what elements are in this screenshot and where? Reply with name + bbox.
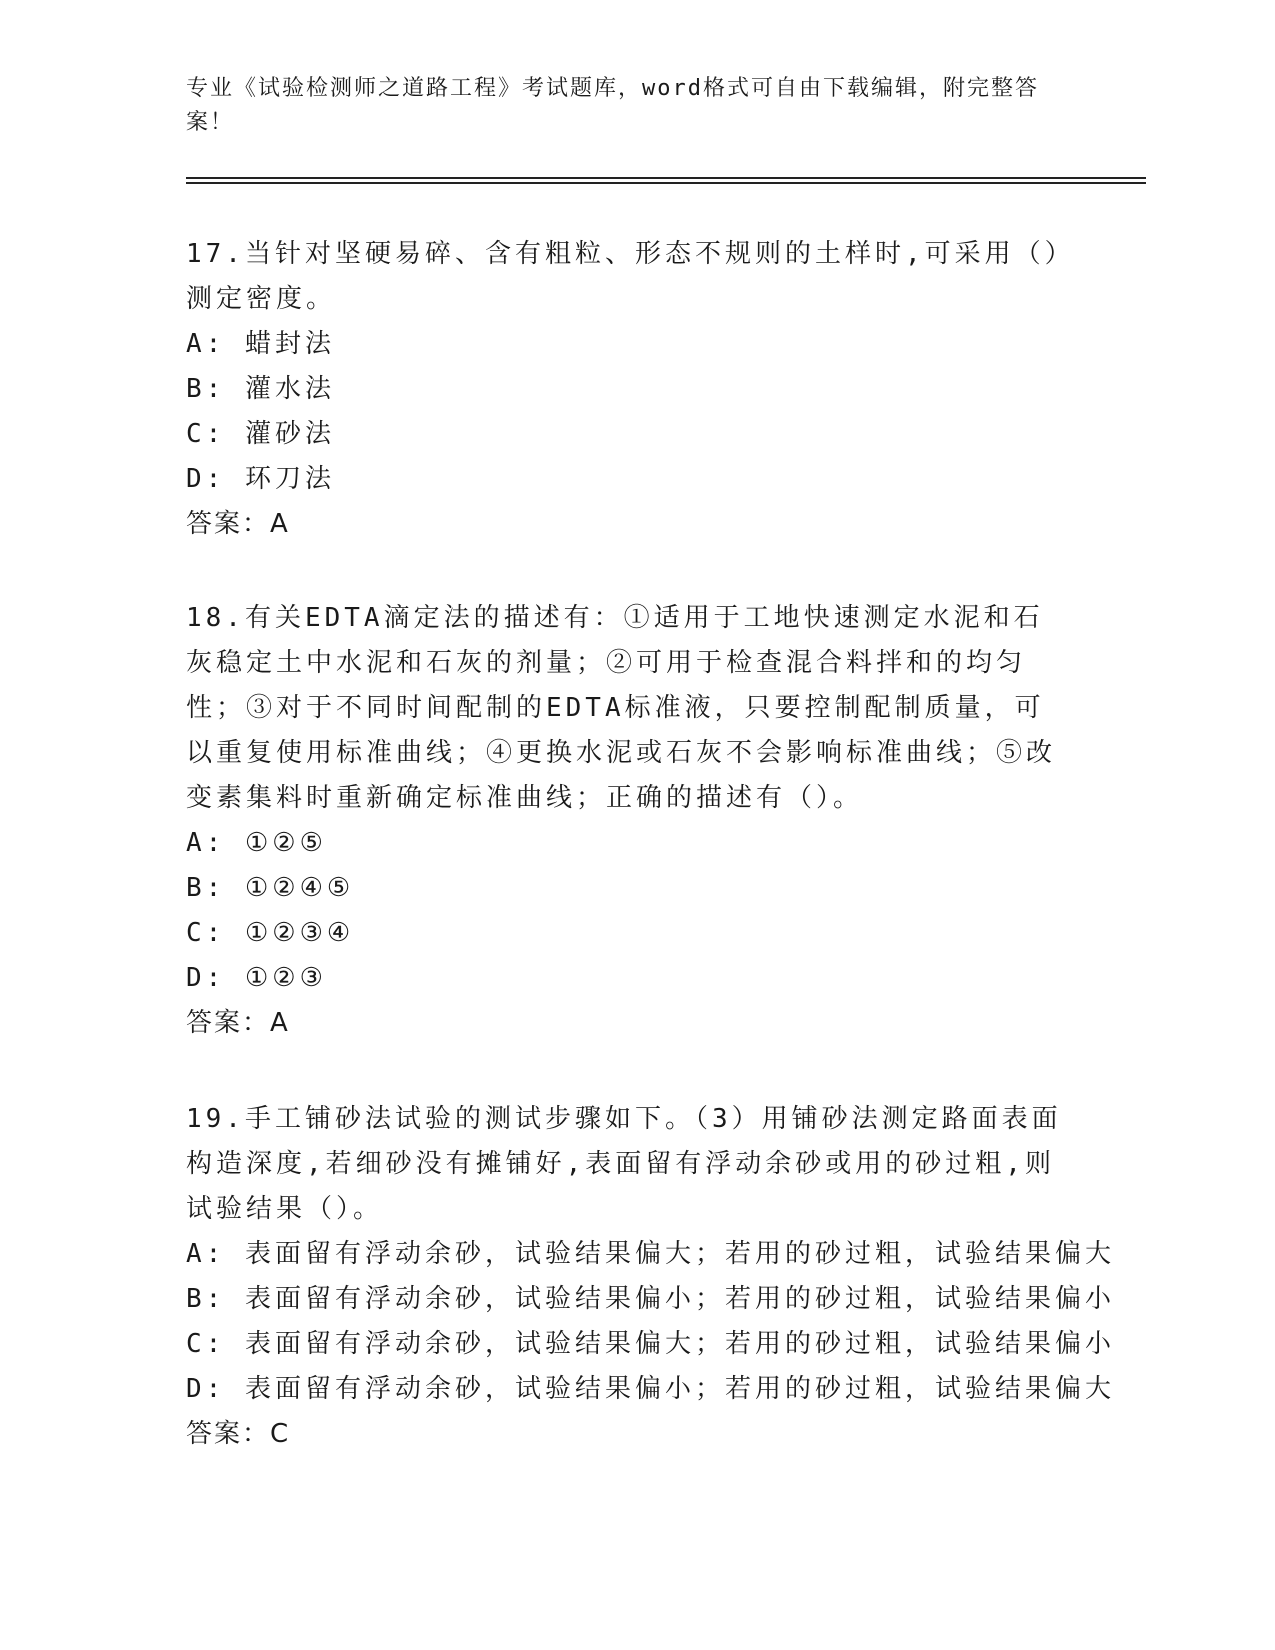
question-17 [186, 232, 1066, 547]
question-text: 18.有关EDTA滴定法的描述有：①适用于工地快速测定水泥和石灰稳定土中水泥和石灰的剂量；②可用于检查混合料拌和的均匀性；③对于不同时间配制的EDTA标准液，只要控制配制质量，可以重复使用标准曲线；④更换水泥或石灰不会影响标准曲线；⑤改变素集料时重新确定标准曲线；正确的描述有（）。 [186, 603, 1057, 813]
option-a: A: 蜡封法 [186, 329, 335, 359]
answer: 答案：A [186, 1008, 290, 1038]
document-header: 专业《试验检测师之道路工程》考试题库，word格式可自由下载编辑，附完整答案！ [186, 76, 1039, 135]
header-divider-top [186, 177, 1146, 179]
option-c: C: 灌砂法 [186, 419, 335, 449]
option-d: D: 表面留有浮动余砂，试验结果偏小；若用的砂过粗，试验结果偏大 [186, 1374, 1115, 1404]
question-18 [186, 596, 1066, 1046]
option-b: B: ①②④⑤ [186, 873, 355, 903]
option-a: A: 表面留有浮动余砂，试验结果偏大；若用的砂过粗，试验结果偏大 [186, 1239, 1115, 1269]
question-19 [186, 1097, 1115, 1457]
answer: 答案：A [186, 509, 290, 539]
option-c: C: ①②③④ [186, 918, 355, 948]
question-text: 19.手工铺砂法试验的测试步骤如下。（3）用铺砂法测定路面表面构造深度,若细砂没有摊铺好,表面留有浮动余砂或用的砂过粗,则试验结果（）。 [186, 1104, 1062, 1224]
answer: 答案：C [186, 1419, 291, 1449]
option-b: B: 表面留有浮动余砂，试验结果偏小；若用的砂过粗，试验结果偏小 [186, 1284, 1115, 1314]
option-a: A: ①②⑤ [186, 828, 327, 858]
option-d: D: 环刀法 [186, 464, 335, 494]
question-text: 17.当针对坚硬易碎、含有粗粒、形态不规则的土样时,可采用（）测定密度。 [186, 239, 1062, 314]
option-b: B: 灌水法 [186, 374, 335, 404]
option-c: C: 表面留有浮动余砂，试验结果偏大；若用的砂过粗，试验结果偏小 [186, 1329, 1115, 1359]
option-d: D: ①②③ [186, 963, 327, 993]
header-divider-bottom [186, 182, 1146, 184]
